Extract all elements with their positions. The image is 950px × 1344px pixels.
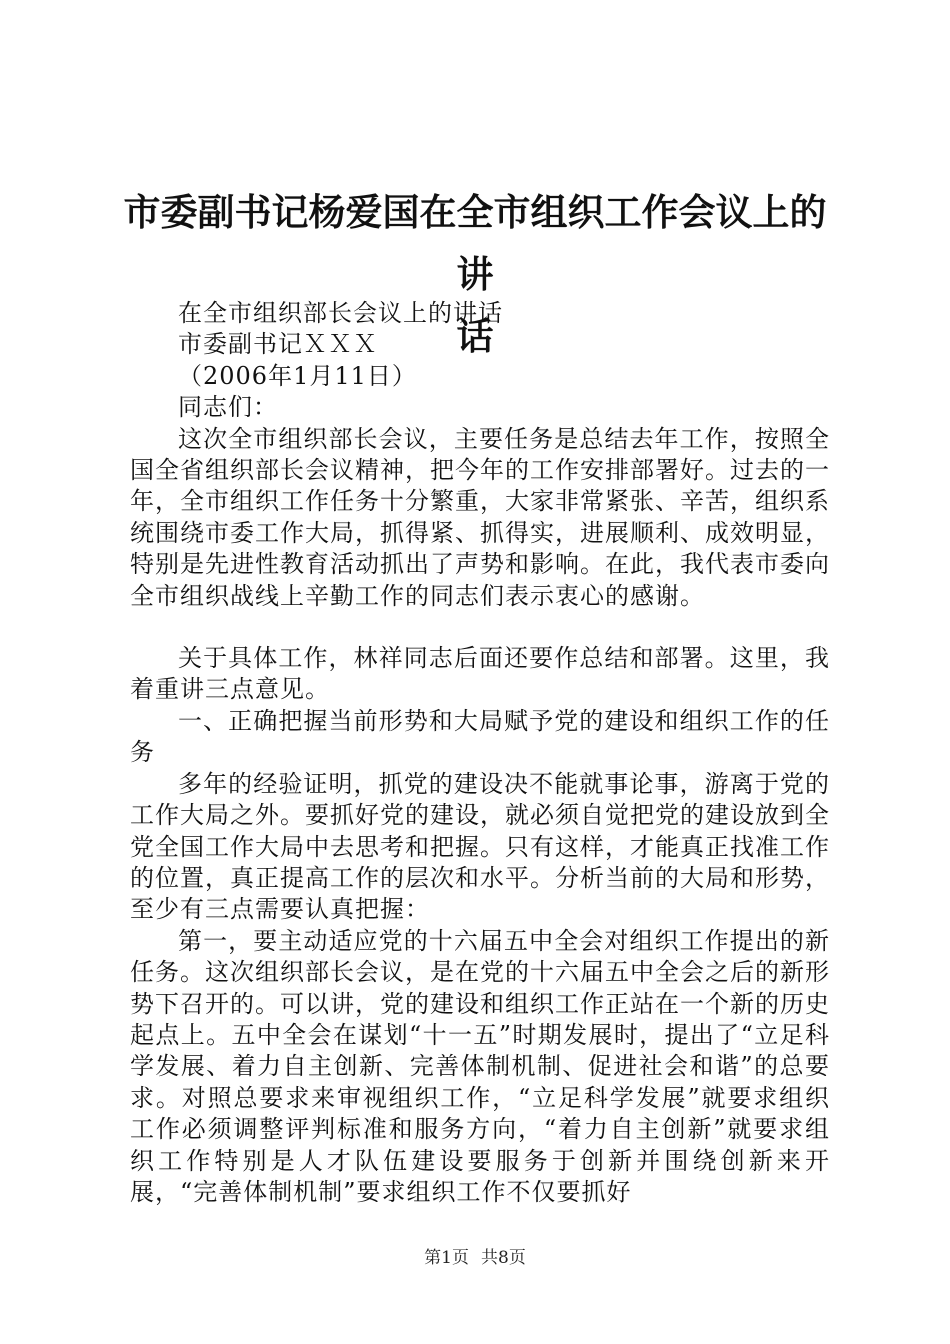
speech-date: （2006年1月11日）	[178, 361, 417, 390]
speaker-line: 市委副书记ＸＸＸ	[178, 330, 378, 359]
body-paragraph: 多年的经验证明，抓党的建设决不能就事论事，游离于党的工作大局之外。要抓好党的建设，就必须自觉把党的建设放到全党全国工作大局中去思考和把握。只有这样，才能真正找准工作的位置，真正提高工作的层次和水平。分析当前的大局和形势，至少有三点需要认真把握：	[130, 769, 830, 924]
salutation: 同志们：	[178, 393, 278, 422]
page-number: 第1页	[424, 1248, 469, 1268]
page-footer	[0, 1243, 950, 1268]
section-heading: 一、正确把握当前形势和大局赋予党的建设和组织工作的任务	[130, 706, 830, 767]
page-total: 共8页	[481, 1248, 526, 1268]
title-line-2: 话	[456, 314, 494, 358]
body-paragraph: 这次全市组织部长会议，主要任务是总结去年工作，按照全国全省组织部长会议精神，把今年的工作安排部署好。过去的一年，全市组织工作任务十分繁重，大家非常紧张、辛苦，组织系统围绕市委工作大局，抓得紧、抓得实，进展顺利、成效明显，特别是先进性教育活动抓出了声势和影响。在此，我代表市委向全市组织战线上辛勤工作的同志们表示衷心的感谢。	[130, 424, 830, 610]
document-body	[130, 298, 830, 1208]
speech-subtitle: 在全市组织部长会议上的讲话	[178, 299, 503, 327]
body-paragraph: 关于具体工作，林祥同志后面还要作总结和部署。这里，我着重讲三点意见。	[130, 644, 830, 704]
title-line-1: 市委副书记杨爱国在全市组织工作会议上的讲	[123, 190, 827, 296]
body-paragraph: 第一，要主动适应党的十六届五中全会对组织工作提出的新任务。这次组织部长会议，是在党的十六届五中全会之后的新形势下召开的。可以讲，党的建设和组织工作正站在一个新的历史起点上。五中全会在谋划“十一五”时期发展时，提出了“立足科学发展、着力自主创新、完善体制机制、促进社会和谐”的总要求。对照总要求来审视组织工作，“立足科学发展”就要求组织工作必须调整评判标准和服务方向，“着力自主创新”就要求组织工作特别是人才队伍建设要服务于创新并围绕创新来开展，“完善体制机制”要求组织工作不仅要抓好	[130, 926, 830, 1206]
